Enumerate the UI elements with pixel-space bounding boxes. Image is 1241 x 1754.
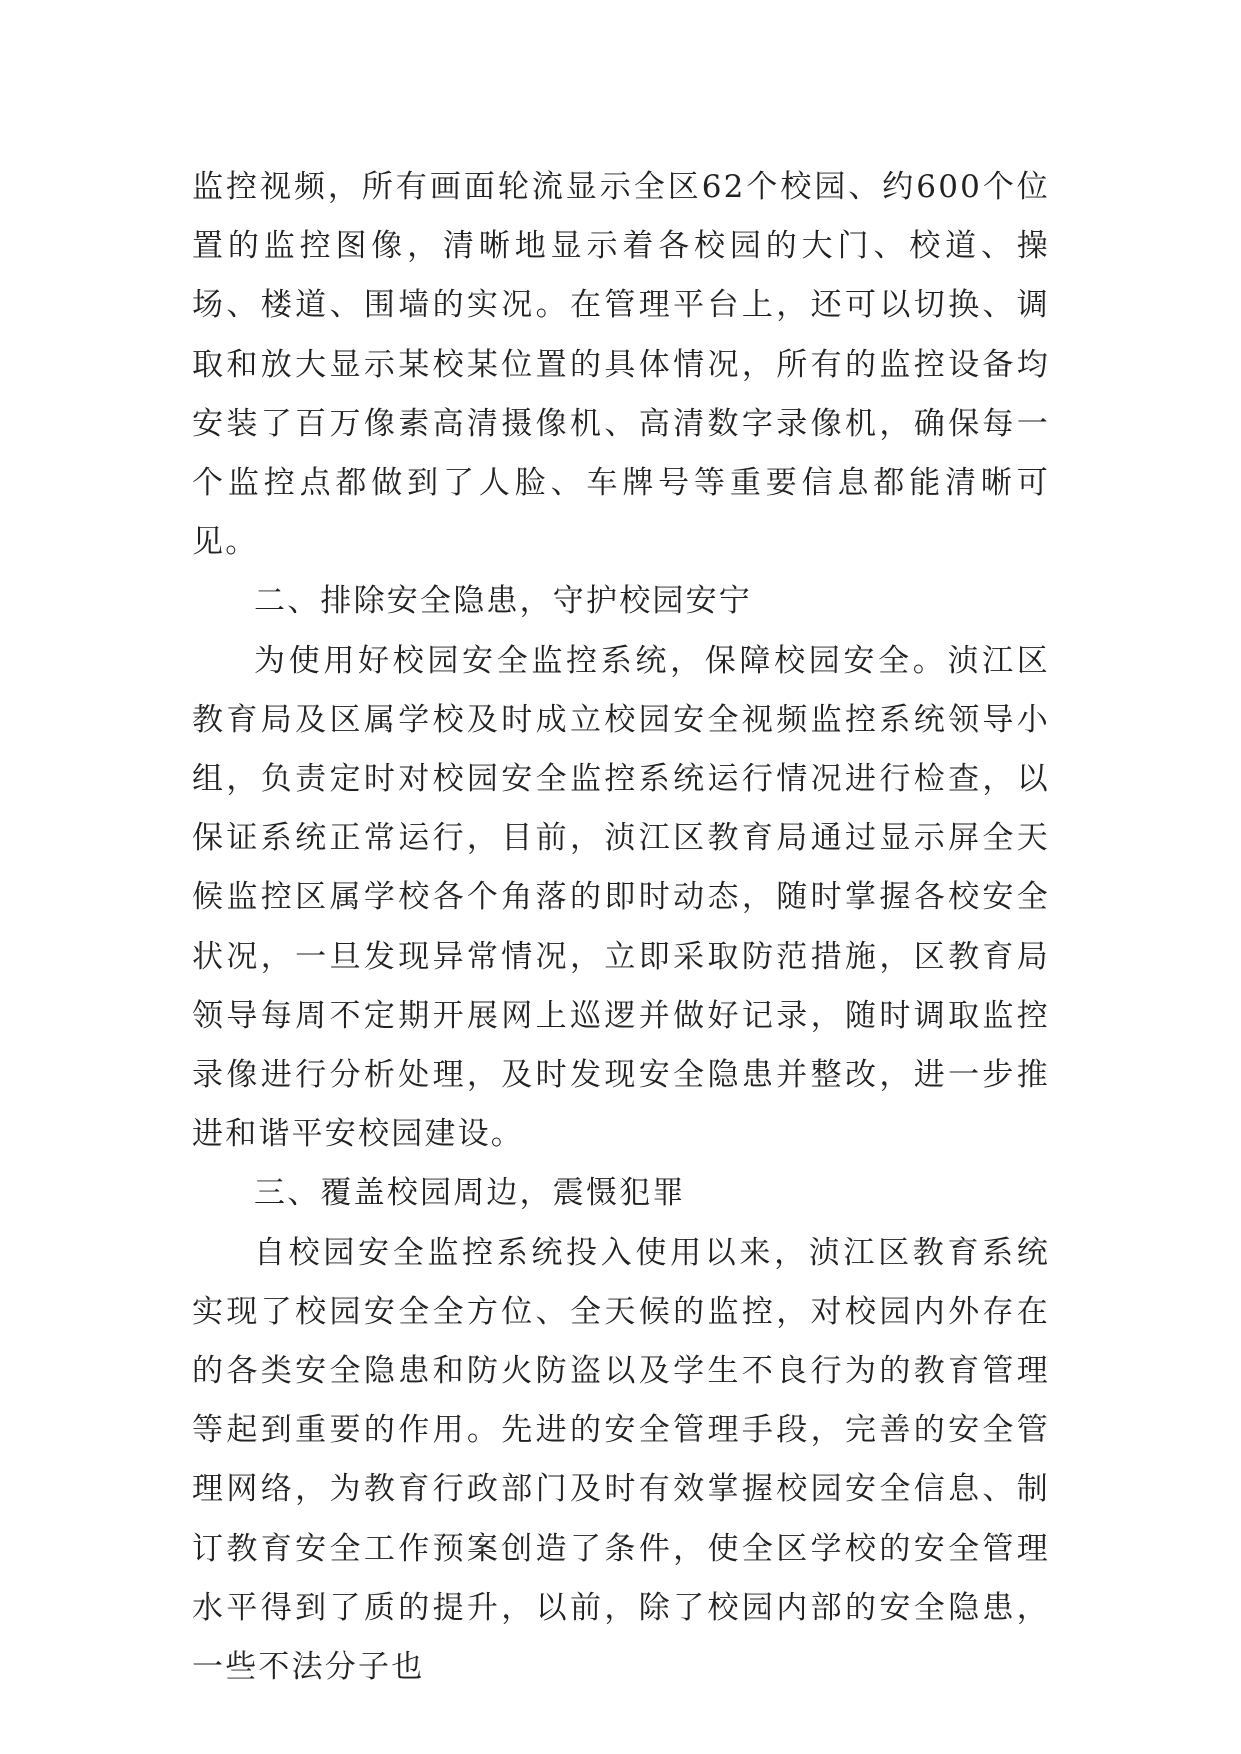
- paragraph-section-3: 自校园安全监控系统投入使用以来，浈江区教育系统实现了校园安全全方位、全天候的监控，对校园内外存在的各类安全隐患和防火防盗以及学生不良行为的教育管理等起到重要的作用。先进的安全管理手段，完善的安全管理网络，为教育行政部门及时有效掌握校园安全信息、制订教育安全工作预案创造了条件，使全区学校的安全管理水平得到了质的提升，以前，除了校园内部的安全隐患，一些不法分子也: [192, 1234, 1050, 1686]
- section-heading-3: 三、覆盖校园周边，震慑犯罪: [254, 1175, 686, 1212]
- document-page: [192, 158, 1050, 1697]
- section-heading-2: 二、排除安全隐患，守护校园安宁: [254, 583, 752, 620]
- paragraph-section-2: 为使用好校园安全监控系统，保障校园安全。浈江区教育局及区属学校及时成立校园安全视频监控系统领导小组，负责定时对校园安全监控系统运行情况进行检查，以保证系统正常运行，目前，浈江区教育局通过显示屏全天候监控区属学校各个角落的即时动态，随时掌握各校安全状况，一旦发现异常情况，立即采取防范措施，区教育局领导每周不定期开展网上巡逻并做好记录，随时调取监控录像进行分析处理，及时发现安全隐患并整改，进一步推进和谐平安校园建设。: [192, 642, 1050, 1153]
- paragraph-continued: 监控视频，所有画面轮流显示全区62个校园、约600个位置的监控图像，清晰地显示着各校园的大门、校道、操场、楼道、围墙的实况。在管理平台上，还可以切换、调取和放大显示某校某位置的具体情况，所有的监控设备均安装了百万像素高清摄像机、高清数字录像机，确保每一个监控点都做到了人脸、车牌号等重要信息都能清晰可见。: [192, 169, 1050, 561]
